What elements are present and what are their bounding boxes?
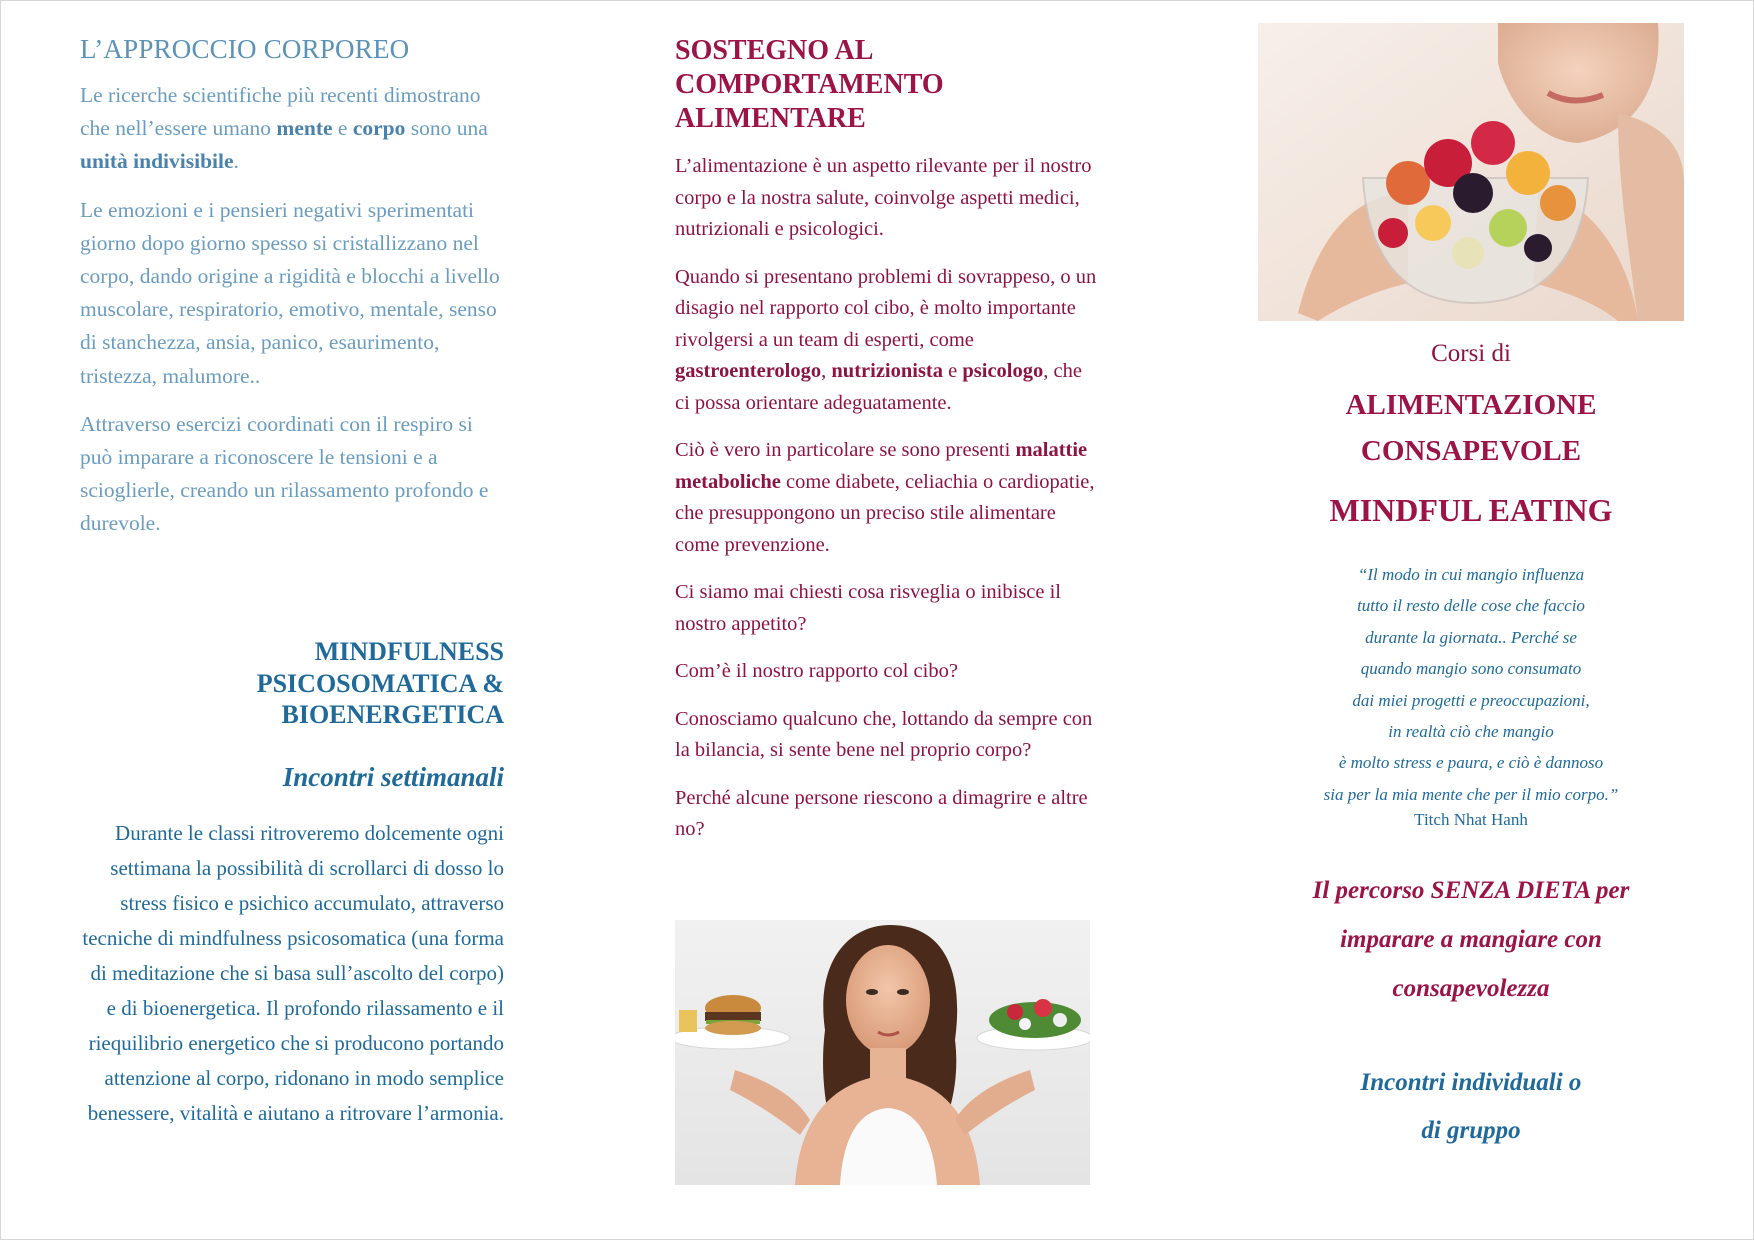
section-title-sostegno: SOSTEGNO AL COMPORTAMENTO ALIMENTARE: [675, 35, 944, 134]
paragraph-classi: Durante le classi ritroveremo dolcemente ogni settimana la possibilità di scrollarci di dosso lo stress fisico e psichico accumulato, attraverso tecniche di mindfulness psicosomatica (una forma di meditazione che si basa sull’ascolto del corpo) e di bioenergetica. Il profondo rilassamento e il riequilibrio energetico che si producono portando attenzione al corpo, ridonano in modo semplice benessere, vitalità e aiutano a ritrovare l’armonia.: [82, 821, 504, 1125]
paragraph-dimagrire: Perché alcune persone riescono a dimagrire e altre no?: [675, 786, 1088, 840]
paragraph-ricerche: Le ricerche scientifiche più recenti dimostrano che nell’essere umano mente e corpo sono una unità indivisibile.: [80, 83, 488, 174]
section-title-mindfulness: MINDFULNESS PSICOSOMATICA & BIOENERGETICA: [256, 637, 504, 729]
paragraph-sovrappeso: Quando si presentano problemi di sovrappeso, o un disagio nel rapporto col cibo, è molto importante rivolgersi a un team di esperti, come gastroenterologo, nutrizionista e psicologo, che ci possa orientare adeguatamente.: [675, 265, 1097, 414]
cover-subtitle-mindful-eating: MINDFUL EATING: [1329, 492, 1613, 528]
paragraph-alimentazione: L’alimentazione è un aspetto rilevante per il nostro corpo e la nostra salute, coinvolge aspetti medici, nutrizionali e psicologici.: [675, 155, 1092, 240]
column-body-approach: [80, 34, 504, 556]
subtitle-incontri-settimanali: Incontri settimanali: [282, 762, 504, 792]
quote-text: “Il modo in cui mangio influenza tutto il resto delle cose che faccio durante la giornata.. Perché se quando mangio sono consumato dai miei progetti e preoccupazioni, in realtà ciò che mangio è molto stress e paura, e ciò è dannoso sia per la mia mente che per il mio corpo.”: [1323, 565, 1619, 804]
woman-plates-illustration: [675, 920, 1090, 1185]
paragraph-malattie: Ciò è vero in particolare se sono presenti malattie metaboliche come diabete, celiachia o cardiopatie, che presuppongono un preciso stile alimentare come prevenzione.: [675, 439, 1095, 556]
tagline-incontri: Incontri individuali o di gruppo: [1360, 1069, 1582, 1145]
paragraph-bilancia: Conosciamo qualcuno che, lottando da sempre con la bilancia, si sente bene nel proprio corpo?: [675, 707, 1093, 761]
fruit-bowl-illustration: [1258, 23, 1684, 321]
cover-title: ALIMENTAZIONE CONSAPEVOLE: [1345, 389, 1597, 467]
section-title-approccio: L’APPROCCIO CORPOREO: [80, 34, 410, 64]
paragraph-emozioni: Le emozioni e i pensieri negativi sperimentati giorno dopo giorno spesso si cristallizzano nel corpo, dando origine a rigidità e blocchi a livello muscolare, respiratorio, emotivo, mentale, senso di stanchezza, ansia, panico, esaurimento, tristezza, malumore..: [80, 197, 500, 388]
cover-kicker: Corsi di: [1431, 340, 1511, 367]
quote-author: Titch Nhat Hanh: [1414, 810, 1528, 830]
paragraph-rapporto: Com’è il nostro rapporto col cibo?: [675, 660, 958, 682]
paragraph-esercizi: Attraverso esercizi coordinati con il respiro si può imparare a riconoscere le tensioni e a scioglierle, creando un rilassamento profondo e durevole.: [80, 411, 489, 536]
tagline-senza-dieta: Il percorso SENZA DIETA per imparare a mangiare con consapevolezza: [1312, 877, 1630, 1003]
photo-woman-with-food-plates: [675, 920, 1090, 1185]
column-eating-support: [675, 34, 1100, 862]
photo-fruit-bowl: [1258, 23, 1684, 321]
column-cover: [1258, 340, 1684, 1155]
paragraph-appetito: Ci siamo mai chiesti cosa risveglia o inibisce il nostro appetito?: [675, 581, 1062, 635]
